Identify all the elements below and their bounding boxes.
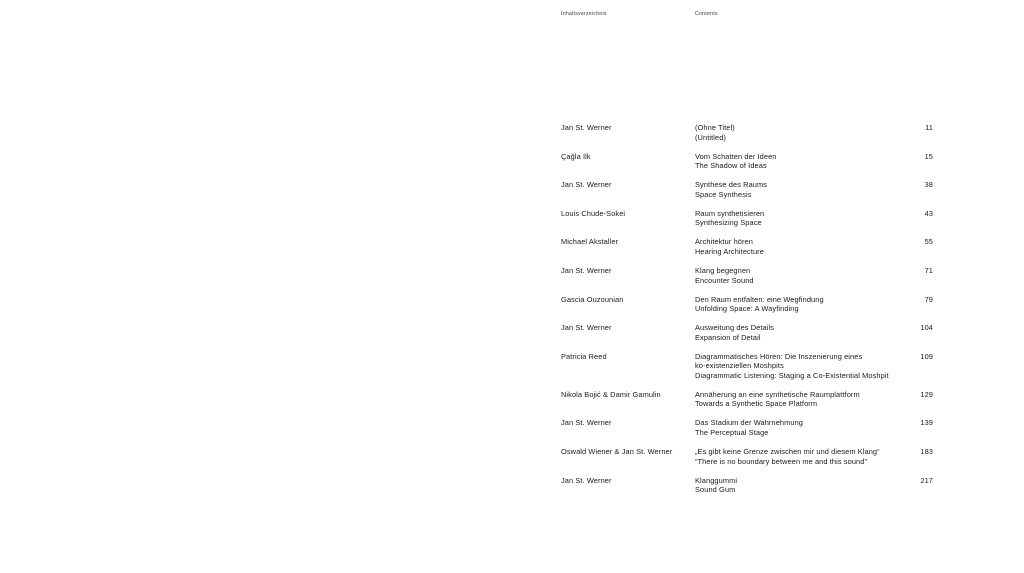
toc-author: Jan St. Werner xyxy=(561,123,612,132)
toc-title xyxy=(695,295,910,314)
toc-title-de: Raum synthetisieren xyxy=(695,208,765,218)
toc-page-number: 129 xyxy=(920,389,933,399)
toc-author: Jan St. Werner xyxy=(561,180,612,190)
page-headers xyxy=(0,8,1024,22)
toc-row xyxy=(0,476,1024,505)
toc-author: Nikola Bojić & Damir Gamulin xyxy=(561,389,661,399)
toc-title-en: Diagrammatic Listening: Staging a Co-Existential Moshpit xyxy=(695,370,889,380)
header-inhaltsverzeichnis: Inhaltsverzeichnis xyxy=(561,11,607,17)
toc-author: Louis Chude-Sokei xyxy=(561,208,626,218)
toc-title-de: Klanggummi xyxy=(695,475,738,485)
toc-title-en: Space Synthesis xyxy=(695,189,752,199)
toc-row xyxy=(0,266,1024,295)
toc-page-number: 104 xyxy=(920,323,933,333)
toc-author: Patricia Reed xyxy=(561,351,607,361)
toc-title-en: Synthesizing Space xyxy=(695,218,762,228)
toc-page-number: 15 xyxy=(924,151,933,161)
toc-title xyxy=(695,390,925,409)
toc-title-de: Den Raum entfalten: eine Wegfindung xyxy=(695,294,824,304)
toc-author: Jan St. Werner xyxy=(561,475,612,485)
toc-row xyxy=(0,418,1024,447)
toc-row xyxy=(0,447,1024,476)
header-contents: Contents xyxy=(695,11,718,17)
toc-row xyxy=(0,295,1024,324)
toc-row xyxy=(0,123,1024,152)
toc-author: Jan St. Werner xyxy=(561,323,612,333)
toc-title-de: Architektur hören xyxy=(695,237,753,247)
toc-title xyxy=(695,266,910,285)
toc-author: Jan St. Werner xyxy=(561,265,612,275)
toc-title xyxy=(695,123,910,142)
toc-title-en: Towards a Synthetic Space Platform xyxy=(695,399,818,409)
toc-page-number: 79 xyxy=(924,294,933,304)
toc-page-number: 38 xyxy=(924,180,933,190)
toc-title xyxy=(695,323,910,342)
toc-title-en: (Untitled) xyxy=(695,132,726,142)
toc-title-de: Vom Schatten der Ideen xyxy=(695,151,777,161)
toc-author: Gascia Ouzounian xyxy=(561,294,624,304)
toc-title-en: Hearing Architecture xyxy=(695,246,764,256)
toc-title-en: The Perceptual Stage xyxy=(695,427,769,437)
toc-title-en: Unfolding Space: A Wayfinding xyxy=(695,304,799,314)
toc-title xyxy=(695,237,910,256)
toc-row xyxy=(0,352,1024,390)
toc-row xyxy=(0,152,1024,181)
toc-page-number: 109 xyxy=(920,351,933,361)
toc-title xyxy=(695,418,910,437)
toc-title-en: Sound Gum xyxy=(695,485,736,495)
toc-page-number: 55 xyxy=(924,237,933,247)
toc-title-de: Diagrammatisches Hören: Die Inszenierung eines xyxy=(695,351,863,361)
toc-title-en: “There is no boundary between me and this sound” xyxy=(695,456,868,466)
toc-row xyxy=(0,237,1024,266)
toc-author: Çağla Ilk xyxy=(561,151,591,161)
toc-row xyxy=(0,390,1024,419)
toc-title-de: „Es gibt keine Grenze zwischen mir und diesem Klang“ xyxy=(695,446,880,456)
toc-author: Michael Akstaller xyxy=(561,237,619,247)
toc-title-en: Expansion of Detail xyxy=(695,332,761,342)
toc-page-number: 71 xyxy=(924,265,933,275)
toc-page-number: 183 xyxy=(920,446,933,456)
toc-title-en: Encounter Sound xyxy=(695,275,754,285)
toc-title xyxy=(695,476,910,495)
toc-title xyxy=(695,180,910,199)
toc-title xyxy=(695,352,925,381)
toc-title-de: Das Stadium der Wahrnehmung xyxy=(695,418,803,428)
toc-title-de-cont: ko-existenziellen Moshpits xyxy=(695,361,784,371)
toc-row xyxy=(0,209,1024,238)
toc-title-de: (Ohne Titel) xyxy=(695,123,735,132)
toc-title-en: The Shadow of Ideas xyxy=(695,161,767,171)
toc-title-de: Klang begegnen xyxy=(695,265,751,275)
toc-row xyxy=(0,180,1024,209)
toc-title xyxy=(695,447,925,466)
toc-row xyxy=(0,323,1024,352)
toc-title xyxy=(695,209,910,228)
toc-title-de: Ausweitung des Details xyxy=(695,323,775,333)
table-of-contents xyxy=(0,123,1024,504)
toc-title xyxy=(695,152,910,171)
toc-author: Jan St. Werner xyxy=(561,418,612,428)
toc-title-de: Annäherung an eine synthetische Raumplattform xyxy=(695,389,860,399)
toc-page-number: 217 xyxy=(920,475,933,485)
toc-title-de: Synthese des Raums xyxy=(695,180,768,190)
toc-author: Oswald Wiener & Jan St. Werner xyxy=(561,446,673,456)
toc-page-number: 43 xyxy=(924,208,933,218)
toc-page-number: 139 xyxy=(920,418,933,428)
toc-page-number: 11 xyxy=(925,123,933,132)
